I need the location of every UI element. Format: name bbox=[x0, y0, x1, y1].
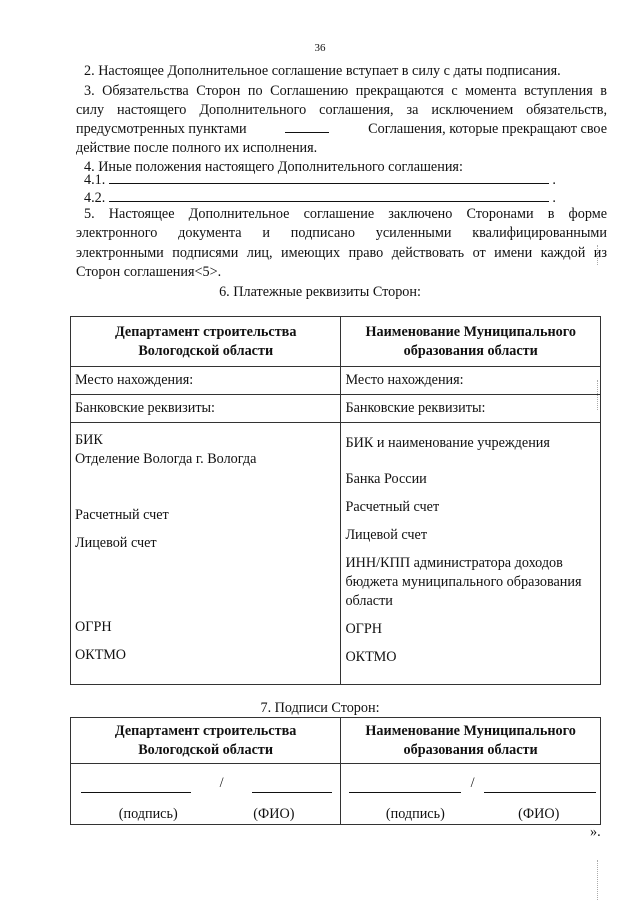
scan-edge-mark-2 bbox=[597, 380, 598, 410]
right-ogrn: ОГРН bbox=[345, 621, 383, 637]
right-bank-details-cell: Банковские реквизиты: bbox=[341, 395, 601, 423]
section-7-title: 7. Подписи Сторон: bbox=[260, 700, 380, 716]
paragraph-5-line-4: Сторон соглашения<5>. bbox=[76, 264, 222, 280]
right-oktmo: ОКТМО bbox=[345, 649, 397, 665]
left-personal-account: Лицевой счет bbox=[75, 535, 157, 551]
right-bank-name: Банка России bbox=[345, 471, 427, 487]
left-name-caption: (ФИО) bbox=[253, 806, 295, 822]
left-signature-cell bbox=[71, 764, 341, 825]
right-location-cell: Место нахождения: bbox=[341, 367, 601, 395]
paragraph-3-text-a: предусмотренных пунктами bbox=[76, 121, 247, 137]
item-4-1-blank bbox=[109, 171, 549, 184]
paragraph-3-line-3 bbox=[76, 120, 607, 140]
right-signature-cell bbox=[341, 764, 601, 825]
right-signature-line bbox=[349, 778, 461, 793]
left-signature-line bbox=[81, 778, 191, 793]
left-slash: / bbox=[219, 775, 224, 791]
left-requisites-cell bbox=[71, 423, 341, 685]
signatures-table bbox=[70, 717, 601, 825]
scan-edge-mark-3 bbox=[597, 860, 598, 900]
right-inn-kpp-1: ИНН/КПП администратора доходов bbox=[345, 555, 563, 571]
left-branch: Отделение Вологда г. Вологда bbox=[75, 451, 257, 467]
payment-right-header: Наименование Муниципального образования области bbox=[341, 317, 601, 367]
closing-quote: ». bbox=[590, 824, 601, 840]
left-location-cell: Место нахождения: bbox=[71, 367, 341, 395]
clause-blank-line bbox=[285, 120, 329, 133]
paragraph-3-line-4: действие после полного их исполнения. bbox=[76, 140, 318, 156]
right-bik: БИК и наименование учреждения bbox=[345, 435, 550, 451]
right-name-line bbox=[484, 778, 596, 793]
right-requisites-cell bbox=[341, 423, 601, 685]
paragraph-5-line-3: электронными подписями лиц, имеющих право действовать от имени каждой из bbox=[76, 245, 607, 261]
right-personal-account: Лицевой счет bbox=[345, 527, 428, 543]
item-4-1-label: 4.1. bbox=[84, 172, 106, 188]
item-4-1 bbox=[76, 171, 607, 191]
left-signature-captions bbox=[81, 805, 332, 824]
right-name-caption: (ФИО) bbox=[518, 806, 560, 822]
item-4-2-blank bbox=[109, 189, 549, 202]
signatures-right-header: Наименование Муниципального образования области bbox=[341, 718, 601, 764]
paragraph-3-line-2: силу настоящего Дополнительного соглашения, за исключением обязательств, bbox=[76, 102, 607, 118]
paragraph-3-line-1: 3. Обязательства Сторон по Соглашению прекращаются с момента вступления в bbox=[84, 83, 607, 99]
item-4-2-label: 4.2. bbox=[84, 190, 106, 206]
left-signature-lines bbox=[81, 774, 332, 793]
left-oktmo: ОКТМО bbox=[75, 647, 127, 663]
right-slash: / bbox=[470, 775, 475, 791]
left-ogrn: ОГРН bbox=[75, 619, 112, 635]
section-6-title: 6. Платежные реквизиты Сторон: bbox=[219, 284, 421, 300]
item-4-1-dot: . bbox=[552, 172, 556, 188]
right-signature-captions bbox=[349, 805, 596, 824]
right-signature-caption: (подпись) bbox=[385, 806, 445, 822]
signatures-left-header: Департамент строительства Вологодской области bbox=[71, 718, 341, 764]
left-settlement-account: Расчетный счет bbox=[75, 507, 169, 523]
left-name-line bbox=[252, 778, 332, 793]
paragraph-5-line-2: электронного документа и подписано усиленными квалифицированными bbox=[76, 225, 607, 241]
left-bik: БИК bbox=[75, 432, 103, 448]
paragraph-4: 4. Иные положения настоящего Дополнительного соглашения: bbox=[84, 159, 463, 175]
paragraph-2: 2. Настоящее Дополнительное соглашение вступает в силу с даты подписания. bbox=[84, 63, 561, 79]
left-bank-details-cell: Банковские реквизиты: bbox=[71, 395, 341, 423]
paragraph-3-text-b: Соглашения, которые прекращают свое bbox=[368, 121, 607, 137]
page-number: 36 bbox=[314, 42, 326, 54]
paragraph-5-line-1: 5. Настоящее Дополнительное соглашение заключено Сторонами в форме bbox=[84, 206, 607, 222]
right-inn-kpp-2: бюджета муниципального образования bbox=[345, 574, 582, 590]
left-signature-caption: (подпись) bbox=[118, 806, 178, 822]
right-settlement-account: Расчетный счет bbox=[345, 499, 440, 515]
right-signature-lines bbox=[349, 774, 596, 793]
right-inn-kpp-3: области bbox=[345, 593, 393, 609]
payment-left-header: Департамент строительства Вологодской области bbox=[71, 317, 341, 367]
item-4-2-dot: . bbox=[552, 190, 556, 206]
payment-details-table bbox=[70, 316, 601, 685]
scan-edge-mark-1 bbox=[597, 245, 598, 265]
